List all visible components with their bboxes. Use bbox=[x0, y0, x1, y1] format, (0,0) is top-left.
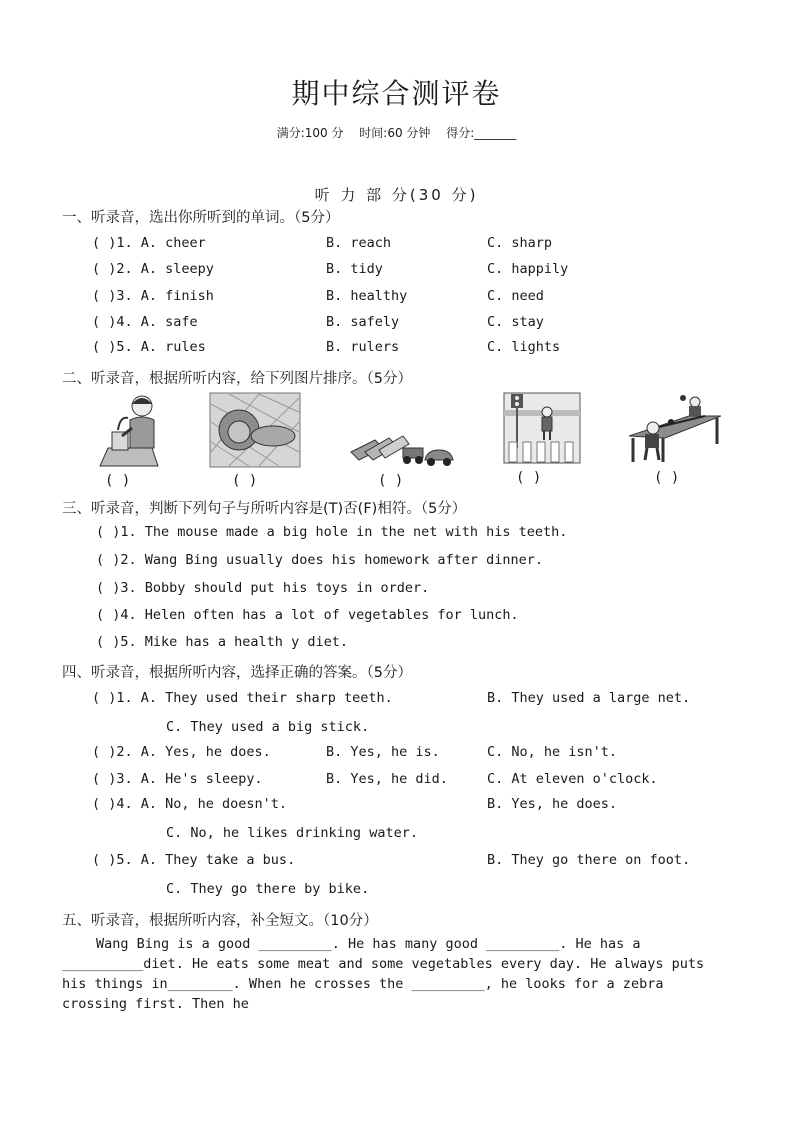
full-score: 满分:100 分 bbox=[276, 126, 344, 140]
s1-row-1 bbox=[92, 235, 752, 255]
section4-heading: 四、听录音，根据所听内容，选择正确的答案。（5分） bbox=[62, 665, 412, 681]
s1-q2-b: B. tidy bbox=[326, 261, 383, 277]
boy-at-crosswalk-picture bbox=[503, 392, 581, 464]
s3-row-4: ( )4. Helen often has a lot of vegetables for lunch. bbox=[96, 607, 519, 623]
pic5-answer: ( ) bbox=[654, 470, 680, 486]
fill-in-passage: Wang Bing is a good _________. He has many good _________. He has a __________diet. He eats some meat and some vegetables every day. He always puts his things in________. When he crosses the _________, he looks for a zebra crossing first. Then he bbox=[62, 936, 705, 1012]
s1-row-3 bbox=[92, 288, 752, 308]
s1-q4: ( )4. A. safe bbox=[92, 314, 198, 330]
s3-row-5: ( )5. Mike has a health y diet. bbox=[96, 634, 348, 650]
section3-heading: 三、听录音，判断下列句子与所听内容是(T)否(F)相符。（5分） bbox=[62, 501, 467, 517]
s1-q1: ( )1. A. cheer bbox=[92, 235, 206, 251]
s4-q2-a: ( )2. A. Yes, he does. bbox=[92, 744, 271, 760]
s1-q1-b: B. reach bbox=[326, 235, 392, 251]
s4-q1-b: B. They used a large net. bbox=[487, 690, 691, 706]
s1-row-5 bbox=[92, 339, 752, 359]
lion-in-net-picture bbox=[209, 392, 301, 468]
s1-q5: ( )5. A. rules bbox=[92, 339, 206, 355]
s1-q4-b: B. safely bbox=[326, 314, 400, 330]
s1-q3: ( )3. A. finish bbox=[92, 288, 214, 304]
s4-q4-b: B. Yes, he does. bbox=[487, 796, 618, 812]
toys-picture bbox=[349, 426, 455, 468]
ping-pong-picture bbox=[629, 392, 721, 464]
s3-row-2: ( )2. Wang Bing usually does his homework after dinner. bbox=[96, 552, 544, 568]
s4-q3-c: C. At eleven o'clock. bbox=[487, 771, 658, 787]
s1-q3-b: B. healthy bbox=[326, 288, 408, 304]
pic3-answer: ( ) bbox=[378, 473, 404, 489]
s4-q4-a: ( )4. A. No, he doesn't. bbox=[92, 796, 288, 812]
part-title: 听 力 部 分(30 分) bbox=[314, 186, 479, 204]
s4-q2-c: C. No, he isn't. bbox=[487, 744, 618, 760]
boy-washing-hands-picture bbox=[96, 392, 162, 468]
s1-row-4 bbox=[92, 314, 752, 334]
section5-heading: 五、听录音，根据所听内容，补全短文。（10分） bbox=[62, 913, 378, 929]
s1-q5-c: C. lights bbox=[487, 339, 561, 355]
s1-q4-c: C. stay bbox=[487, 314, 544, 330]
s4-q4-c: C. No, he likes drinking water. bbox=[166, 825, 418, 841]
s3-row-1: ( )1. The mouse made a big hole in the net with his teeth. bbox=[96, 524, 568, 540]
s1-q3-c: C. need bbox=[487, 288, 544, 304]
s4-q5-a: ( )5. A. They take a bus. bbox=[92, 852, 296, 868]
section1-heading: 一、听录音，选出你所听到的单词。（5分） bbox=[62, 210, 340, 226]
s3-row-3: ( )3. Bobby should put his toys in order. bbox=[96, 580, 430, 596]
score-blank: 得分:_______ bbox=[446, 126, 517, 140]
s4-q1-a: ( )1. A. They used their sharp teeth. bbox=[92, 690, 393, 706]
s1-q2: ( )2. A. sleepy bbox=[92, 261, 214, 277]
s4-q3-a: ( )3. A. He's sleepy. bbox=[92, 771, 263, 787]
s1-q2-c: C. happily bbox=[487, 261, 569, 277]
pic4-answer: ( ) bbox=[516, 470, 542, 486]
s4-q5-c: C. They go there by bike. bbox=[166, 881, 370, 897]
s4-q1-c: C. They used a big stick. bbox=[166, 719, 370, 735]
s4-q2-b: B. Yes, he is. bbox=[326, 744, 440, 760]
time-limit: 时间:60 分钟 bbox=[359, 126, 431, 140]
s4-q5-b: B. They go there on foot. bbox=[487, 852, 691, 868]
pic1-answer: ( ) bbox=[105, 473, 131, 489]
s1-q1-c: C. sharp bbox=[487, 235, 553, 251]
page-title: 期中综合测评卷 bbox=[291, 77, 502, 110]
s1-row-2 bbox=[92, 261, 752, 281]
s4-q3-b: B. Yes, he did. bbox=[326, 771, 448, 787]
pic2-answer: ( ) bbox=[232, 473, 258, 489]
score-info bbox=[0, 124, 793, 141]
section2-heading: 二、听录音，根据所听内容，给下列图片排序。（5分） bbox=[62, 371, 412, 387]
s1-q5-b: B. rulers bbox=[326, 339, 400, 355]
